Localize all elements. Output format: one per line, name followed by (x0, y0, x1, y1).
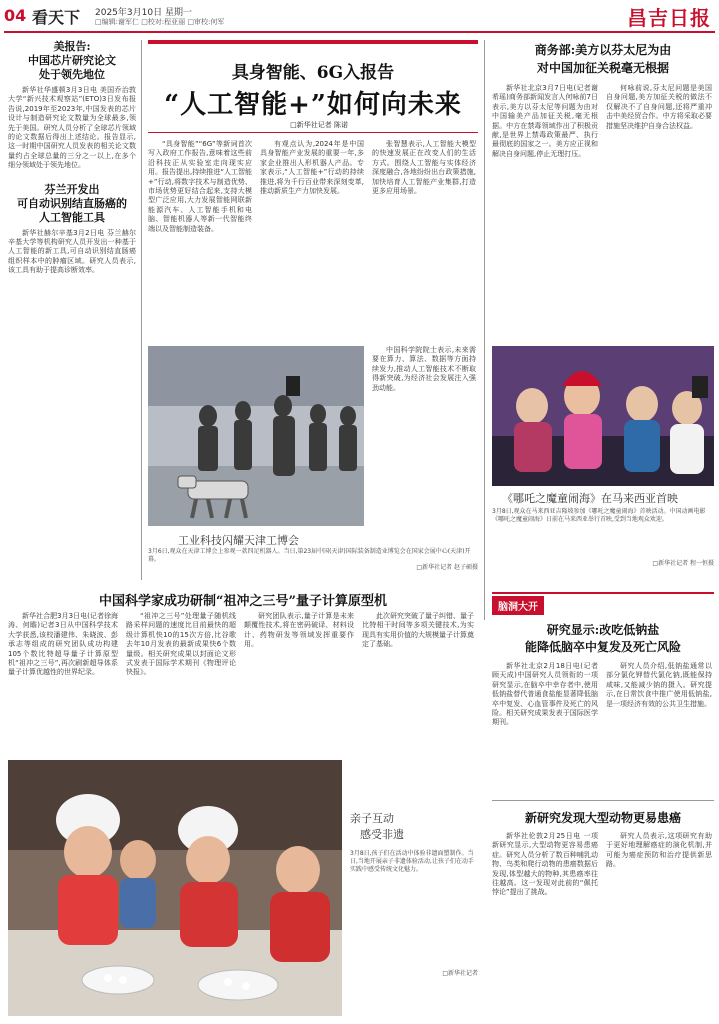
parent-child-photo (8, 760, 342, 1016)
feature-rule (148, 132, 478, 133)
article-body: 何咏前说,芬太尼问题是美国自身问题,美方加征关税的做法不仅解决不了自身问题,还将严重冲击中美经贸合作。中方将采取必要措施坚决维护自身合法权益。 (606, 84, 712, 130)
feature-body: “具身智能”“6G”等新词首次写入政府工作报告,意味着这些前沿科技正从实验室走向现实应用。报告提出,持续推进“人工智能+”行动,将数字技术与制造优势、市场优势更好结合起来,支持大模型广泛应用,大力发展智能网联新能源汽车、人工智能手机和电脑、智能机器人等新一代智能终端以及智能制造装备。 (148, 140, 252, 233)
right-column (492, 40, 714, 620)
article-body: 新华社合肥3月3日电(记者徐海涛、何瞻)记者3日从中国科学技术大学获悉,该校潘建伟、朱晓波、彭承志等组成的研究团队成功构建105个数比特超导量子计算原型机“祖冲之三号”,再次刷新超导体系量子计算优越性的世界纪录。 (8, 612, 118, 677)
article-body: 研究人员介绍,低钠盐通常以部分氯化钾替代氯化钠,既能保持咸味,又能减少钠的摄入。研究提示,在日常饮食中推广使用低钠盐,是一项经济有效的公共卫生措施。 (606, 662, 712, 708)
article-title: 人工智能工具 (39, 210, 105, 224)
section-name: 看天下 (32, 8, 81, 27)
masthead-rule (4, 31, 715, 33)
expo-robot-illustration (148, 346, 364, 526)
article-headline: 对中国加征关税毫无根据 (536, 61, 669, 75)
article-title: 中国芯片研究论文 (28, 54, 116, 67)
photo-byline: □新华社记者 赵子硕摄 (416, 564, 478, 571)
feature-body: 中国科学院院士表示,未来需要在算力、算法、数据等方面持续发力,推动人工智能技术不断取得新突破,为经济社会发展注入强劲动能。 (372, 346, 476, 392)
expo-robot-photo (148, 346, 364, 526)
left-column (8, 40, 136, 510)
article-body: 新华社华盛顿3月3日电 美国乔治敦大学“新兴技术观察站”(ETO)3日发布报告说,2019年至2023年,中国发表的芯片设计与制造研究论文数量为全球最多,领先于美国。研究人员分析了全球芯片领域的论文数据后得出上述结论。报告显示,这一时期中国研究人员发表的相关论文数量约占全球总量的三分之一以上,在多个细分领域处于领先地位。 (8, 86, 136, 170)
quantum-article (8, 588, 478, 758)
feature-top-rule (148, 40, 478, 44)
masthead (0, 0, 719, 30)
column-divider (141, 40, 142, 580)
section-rule (492, 592, 714, 594)
nezha-premiere-photo (492, 346, 714, 486)
page-number: 04 (4, 6, 27, 25)
photo-caption-box (350, 770, 480, 1010)
kids-cooking-illustration (8, 760, 342, 1016)
premiere-crowd-illustration (492, 346, 714, 486)
section-tag: 脑洞大开 (492, 596, 544, 615)
photo-caption: 3月8日,孩子们在活动中体验非遗面塑制作。当日,当地开展亲子非遗体验活动,让孩子们在动手实践中感受传统文化魅力。 (350, 850, 474, 873)
feature-body: 张智慧表示,人工智能大模型的快速发展正在改变人们的生活方式。围绕人工智能与实体经济深度融合,各地纷纷出台政策措施,加快培育人工智能产业集群,打造更多应用场景。 (372, 140, 476, 196)
feature-body: 有观点认为,2024年是中国具身智能产业发展的重要一年,多家企业推出人形机器人产品。专家表示,“人工智能+”行动的持续推进,将为千行百业带来深刻变革,推动新质生产力加快发展。 (260, 140, 364, 196)
feature-article (148, 40, 478, 600)
issue-date: 2025年3月10日 星期一 (95, 8, 192, 18)
editor-credits: □编辑:谢军仁 □校对:程亚丽 □审校:何军 (95, 18, 225, 26)
feature-byline: □新华社记者 陈诺 (290, 121, 348, 129)
health-section (492, 592, 714, 1020)
article-body: 研究人员表示,这项研究有助于更好地理解癌症的演化机制,并可能为癌症预防和治疗提供新思路。 (606, 832, 712, 869)
newspaper-brand: 昌吉日报 (627, 6, 711, 30)
photo-caption-title: 《哪吒之魔童闹海》在马来西亚首映 (502, 492, 678, 505)
article-title: 可自动识别结直肠癌的 (17, 196, 127, 210)
feature-kicker: 具身智能、6G入报告 (231, 63, 395, 83)
photo-byline: □新华社记者 (442, 970, 478, 977)
photo-caption-title: 工业科技闪耀天津工博会 (178, 534, 299, 547)
article-body: 新华社伦敦2月25日电 一项新研究显示,大型动物更容易患癌症。研究人员分析了数百种哺乳动物、鸟类和爬行动物的患癌数据后发现,体型越大的物种,其患癌率往往越高。这一发现对此前的“佩托悖论”提出了挑战。 (492, 832, 598, 897)
article-body: 此次研究突破了量子纠错、量子比特相干时间等多项关键技术,为实现具有实用价值的大规模量子计算奠定了基础。 (362, 612, 474, 649)
article-body: 新华社北京2月18日电(记者顾天成)中国研究人员领衔的一项研究显示,在脑卒中幸存者中,使用低钠盐替代普通食盐能显著降低脑卒中复发、心血管事件及死亡的风险。相关研究成果发表于国际医学期刊。 (492, 662, 598, 727)
photo-caption: 3月6日,观众在天津工博会上参观一款四足机器人。当日,第23届中国(天津)国际装备制造业博览会在国家会展中心(天津)开幕。 (148, 548, 471, 563)
article-body: 新华社赫尔辛基3月2日电 芬兰赫尔辛基大学等机构研究人员开发出一种基于人工智能的新工具,可自动识别结直肠癌组织样本中的肿瘤区域。研究人员表示,该工具有助于提高诊断效率。 (8, 228, 136, 275)
article-title: 芬兰开发出 (44, 182, 100, 196)
article-title: 处于领先地位 (39, 68, 105, 81)
article-headline: 能降低脑卒中复发及死亡风险 (524, 640, 681, 654)
photo-byline: □新华社记者 程一恒摄 (652, 560, 714, 567)
article-body: “祖冲之三号”处理量子随机线路采样问题的速度比目前最快的超级计算机快10的15次方倍,比谷歌去年10月发表的最新成果快6个数量级。相关研究成果以封面论文形式发表于国际学术期刊《物理评论快报》。 (126, 612, 236, 677)
article-body: 新华社北京3月7日电(记者谢希瑶)商务部新闻发言人何咏前7日表示,美方以芬太尼等问题为由对中国输美产品加征关税,毫无根据。中方在禁毒领域作出了积极贡献,是世界上禁毒政策最严、执行最彻底的国家之一。美方应正视和解决自身问题,停止无理打压。 (492, 84, 598, 158)
article-headline: 新研究发现大型动物更易患癌 (524, 811, 681, 825)
article-divider (492, 800, 714, 801)
feature-headline: “人工智能+”如何向未来 (164, 90, 462, 120)
column-divider (484, 40, 485, 620)
photo-caption-title: 亲子互动 (350, 812, 394, 825)
article-title: 美报告: (53, 40, 91, 53)
photo-caption-title: 感受非遗 (360, 828, 404, 841)
article-headline: 中国科学家成功研制“祖冲之三号”量子计算原型机 (99, 594, 387, 609)
article-headline: 商务部:美方以芬太尼为由 (534, 43, 672, 57)
article-headline: 研究显示:改吃低钠盐 (546, 623, 660, 637)
article-body: 研究团队表示,量子计算是未来颠覆性技术,将在密码破译、材料设计、药物研发等领域发挥重要作用。 (244, 612, 354, 649)
photo-caption: 3月8日,观众在马来西亚吉隆坡参加《哪吒之魔童闹海》首映活动。中国动画电影《哪吒之魔童闹海》日前在马来西亚举行首映,受到当地观众欢迎。 (492, 508, 706, 523)
